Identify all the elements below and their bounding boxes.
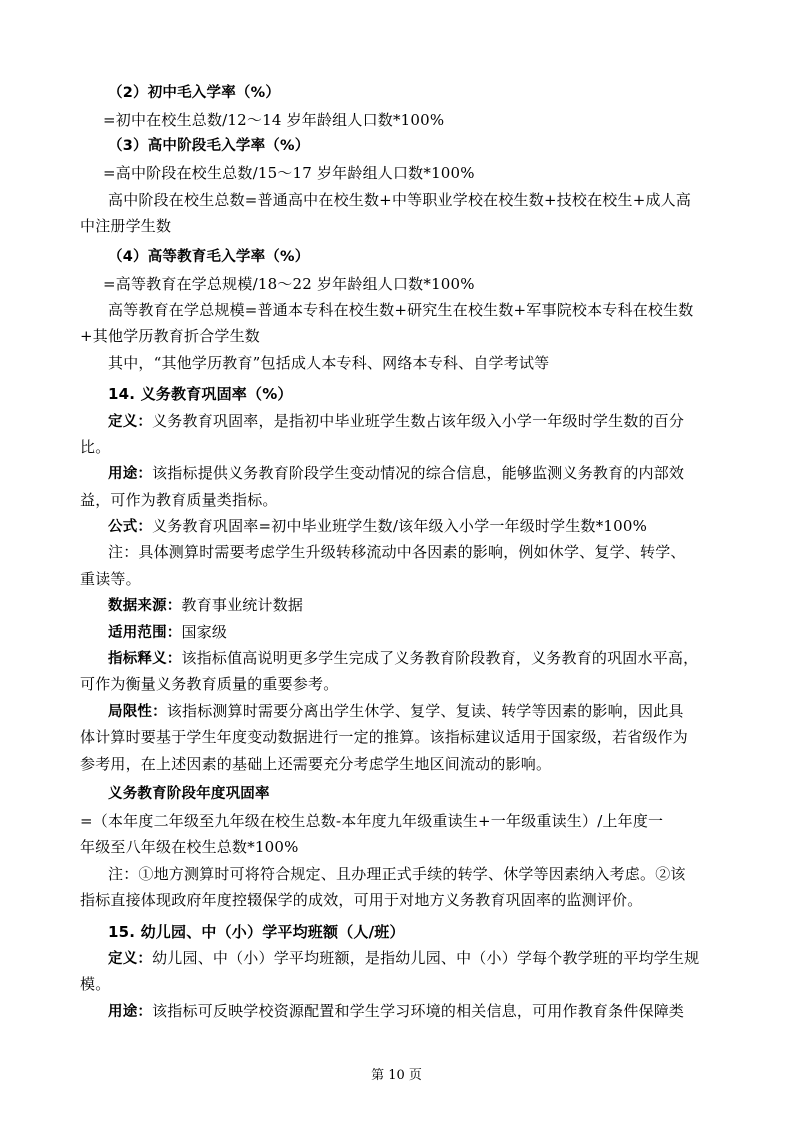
usage-label: 用途： [108, 1003, 153, 1020]
source-line [0, 592, 793, 618]
source-label: 数据来源： [108, 598, 182, 615]
subsection-title: 义务教育阶段年度巩固率 [108, 785, 270, 802]
limitation-text: 体计算时要基于学生年度变动数据进行一定的推算。该指标建议适用于国家级，若省级作为 [80, 728, 689, 747]
formula-text: 年级至八年级在校生总数*100% [80, 838, 299, 857]
definition-text: 比。 [80, 437, 111, 456]
section-heading: 15. 幼儿园、中（小）学平均班额（人/班） [108, 922, 405, 941]
paragraph-text: 高中阶段在校生总数=普通高中在校生数+中等职业学校在校生数+技校在校生+成人高 [108, 190, 692, 209]
usage-line [0, 998, 793, 1024]
formula-text: =初中在校生总数/12～14 岁年龄组人口数*100% [103, 111, 445, 129]
definition-text: 幼儿园、中（小）学平均班额，是指幼儿园、中（小）学每个教学班的平均学生规 [152, 948, 700, 967]
paragraph-text: +其他学历教育折合学生数 [80, 327, 260, 346]
document-body [0, 80, 793, 1024]
formula-text: =高中阶段在校生总数/15～17 岁年龄组人口数*100% [103, 164, 475, 183]
note-text: 指标直接体现政府年度控辍保学的成效，可用于对地方义务教育巩固率的监测评价。 [80, 891, 643, 910]
definition-label: 定义： [108, 413, 153, 430]
usage-line [0, 460, 793, 486]
paragraph-text: 高等教育在学总规模=普通本专科在校生数+研究生在校生数+军事院校本专科在校生数 [108, 300, 694, 319]
subsection-title: （2）初中毛入学率（%） [108, 85, 281, 101]
paragraph-text: 中注册学生数 [80, 217, 172, 236]
definition-text: 模。 [80, 975, 111, 994]
interpretation-text: 可作为衡量义务教育质量的重要参考。 [80, 675, 339, 694]
source-text: 教育事业统计数据 [181, 596, 304, 615]
scope-line [0, 619, 793, 645]
page-number: 第 10 页 [371, 1068, 422, 1083]
formula-label: 公式： [108, 519, 153, 536]
interpretation-label: 指标释义： [108, 651, 182, 668]
note-text: 注：①地方测算时可将符合规定、且办理正式手续的转学、休学等因素纳入考虑。②该 [108, 864, 686, 883]
formula-text: =高等教育在学总规模/18～22 岁年龄组人口数*100% [103, 274, 475, 293]
limitation-text: 该指标测算时需要分离出学生休学、复学、复读、转学等因素的影响，因此具 [166, 701, 684, 720]
usage-text: 该指标可反映学校资源配置和学生学习环境的相关信息，可用作教育条件保障类 [152, 1001, 685, 1020]
scope-text: 国家级 [181, 622, 228, 641]
usage-text: 益，可作为教育质量类指标。 [80, 490, 278, 509]
subsection-title: （3）高中阶段毛入学率（%） [108, 138, 310, 155]
definition-text: 义务教育巩固率，是指初中毕业班学生数占该年级入小学一年级时学生数的百分 [152, 411, 685, 430]
limitation-text: 参考用，在上述因素的基础上还需要充分考虑学生地区间流动的影响。 [80, 754, 552, 773]
definition-line [0, 945, 793, 971]
interpretation-text: 该指标值高说明更多学生完成了义务教育阶段教育，义务教育的巩固水平高， [181, 649, 699, 668]
interpretation-line [0, 645, 793, 671]
formula-line [0, 513, 793, 539]
section-heading: 14. 义务教育巩固率（%） [108, 385, 293, 404]
limitation-line [0, 698, 793, 724]
definition-line [0, 408, 793, 434]
paragraph-text: 其中，“其他学历教育”包括成人本专科、网络本专科、自学考试等 [108, 353, 550, 372]
limitation-label: 局限性： [108, 703, 167, 720]
usage-text: 该指标提供义务教育阶段学生变动情况的综合信息，能够监测义务教育的内部效 [152, 464, 685, 483]
formula-text: 义务教育巩固率=初中毕业班学生数/该年级入小学一年级时学生数*100% [152, 517, 648, 536]
definition-label: 定义： [108, 950, 153, 967]
subsection-title: （4）高等教育毛入学率（%） [108, 248, 310, 265]
scope-label: 适用范围： [108, 624, 182, 641]
note-text: 重读等。 [80, 569, 141, 588]
formula-text: =（本年度二年级至九年级在校生总数-本年度九年级重读生+一年级重读生）/上年度一 [80, 811, 664, 830]
note-text: 注：具体测算时需要考虑学生升级转移流动中各因素的影响，例如休学、复学、转学、 [108, 543, 686, 562]
usage-label: 用途： [108, 466, 153, 483]
